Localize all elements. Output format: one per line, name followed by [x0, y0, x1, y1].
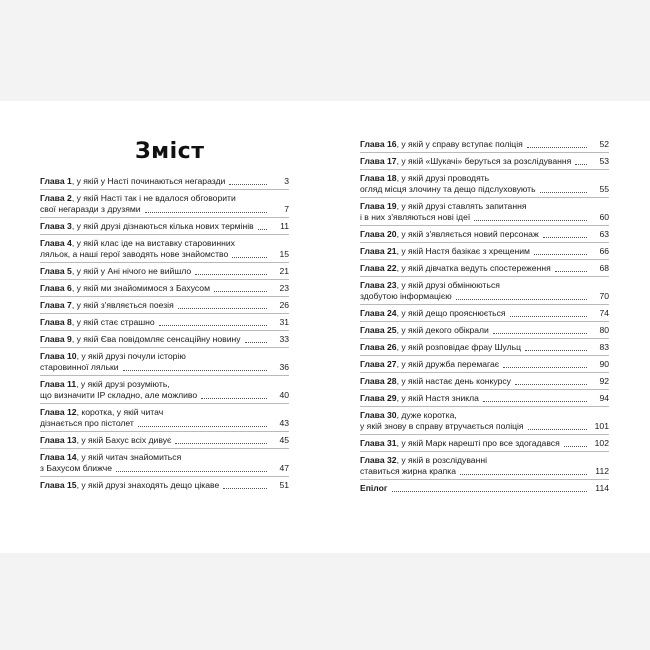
- chapter-description: , у якій з'являється поезія: [71, 300, 174, 310]
- chapter-description: , у якій Марк нарешті про все здогадався: [396, 438, 560, 448]
- divider: [40, 347, 289, 348]
- toc-entry-text: [360, 325, 589, 336]
- chapter-label: Глава 2: [40, 193, 72, 203]
- toc-entry-text: [360, 376, 589, 387]
- divider: [40, 262, 289, 263]
- toc-entry[interactable]: [360, 342, 609, 353]
- chapter-description: , у якій декого обікрали: [396, 325, 489, 335]
- chapter-description: , у якій стає страшно: [71, 317, 155, 327]
- chapter-description: , у якій дещо прояснюється: [396, 308, 506, 318]
- chapter-description: , у якій з'являється новий персонаж: [396, 229, 539, 239]
- dot-leader: [456, 298, 587, 300]
- toc-entry-text: [360, 263, 589, 274]
- chapter-label: Глава 18: [360, 173, 397, 183]
- toc-entry-text: [360, 393, 589, 404]
- toc-entry[interactable]: [40, 176, 289, 187]
- dot-leader: [232, 256, 267, 258]
- chapter-label: Глава 19: [360, 201, 397, 211]
- chapter-label: Епілог: [360, 483, 388, 493]
- chapter-description: , коротка, у якій читач дізнається про пістолет: [40, 407, 164, 428]
- page-number: 45: [279, 435, 289, 445]
- page-number: 68: [599, 263, 609, 273]
- dot-leader: [474, 219, 587, 221]
- toc-column-right: [360, 139, 609, 494]
- toc-entry[interactable]: [360, 156, 609, 167]
- divider: [360, 242, 609, 243]
- dot-leader: [525, 349, 587, 351]
- chapter-description: , у якій ми знайомимося з Бахусом: [71, 283, 210, 293]
- page-number: 33: [279, 334, 289, 344]
- divider: [360, 372, 609, 373]
- page-number: 51: [279, 480, 289, 490]
- toc-entry[interactable]: [360, 263, 609, 274]
- chapter-label: Глава 28: [360, 376, 397, 386]
- chapter-label: Глава 5: [40, 266, 72, 276]
- divider: [360, 169, 609, 170]
- toc-entry[interactable]: [40, 351, 289, 373]
- chapter-description: , у якій друзі знаходять дещо цікаве: [76, 480, 220, 490]
- page-number: 83: [599, 342, 609, 352]
- dot-leader: [555, 270, 587, 272]
- dot-leader: [527, 146, 587, 148]
- toc-entry[interactable]: [360, 280, 609, 302]
- dot-leader: [534, 253, 587, 255]
- page-number: 55: [599, 184, 609, 194]
- divider: [40, 448, 289, 449]
- toc-entry[interactable]: [40, 193, 289, 215]
- divider: [360, 479, 609, 480]
- chapter-description: , у якій клас іде на виставку старовинних ляльок, а наші герої заводять нове знайомство: [40, 238, 235, 259]
- toc-entry[interactable]: [360, 308, 609, 319]
- page-number: 53: [599, 156, 609, 166]
- chapter-description: , у якій друзі проводять огляд місця злочину та дещо підслуховують: [360, 173, 536, 194]
- chapter-label: Глава 21: [360, 246, 397, 256]
- toc-entry-text: [360, 139, 589, 150]
- dot-leader: [159, 324, 267, 326]
- chapter-label: Глава 17: [360, 156, 397, 166]
- chapter-label: Глава 29: [360, 393, 397, 403]
- chapter-label: Глава 3: [40, 221, 72, 231]
- chapter-description: , у якій друзі дізнаються кілька нових термінів: [71, 221, 254, 231]
- chapter-description: , у якій друзі почули історію старовинної ляльки: [40, 351, 186, 372]
- toc-entry[interactable]: [360, 173, 609, 195]
- dot-leader: [540, 191, 587, 193]
- toc-entry-text: [360, 359, 589, 370]
- page-number: 112: [595, 466, 609, 476]
- divider: [360, 321, 609, 322]
- toc-entry[interactable]: [360, 483, 609, 494]
- page-number: 94: [599, 393, 609, 403]
- chapter-label: Глава 16: [360, 139, 397, 149]
- toc-entry-text: [360, 156, 589, 167]
- chapter-label: Глава 10: [40, 351, 77, 361]
- chapter-description: , у якій друзі ставлять запитання і в них з'являються нові ідеї: [360, 201, 527, 222]
- toc-entry[interactable]: [360, 139, 609, 150]
- toc-entry-text: [360, 229, 589, 240]
- divider: [360, 451, 609, 452]
- divider: [360, 197, 609, 198]
- dot-leader: [229, 183, 267, 185]
- dot-leader: [258, 228, 267, 230]
- page-number: 102: [594, 438, 609, 448]
- divider: [40, 279, 289, 280]
- dot-leader: [223, 487, 267, 489]
- page-number: 114: [595, 483, 609, 493]
- toc-entry[interactable]: [40, 407, 289, 429]
- divider: [40, 234, 289, 235]
- divider: [40, 403, 289, 404]
- chapter-description: , у якій настає день конкурсу: [396, 376, 511, 386]
- divider: [360, 152, 609, 153]
- page-number: 52: [599, 139, 609, 149]
- dot-leader: [460, 473, 587, 475]
- chapter-description: , у якій друзі обмінюються здобутою інформацією: [360, 280, 500, 301]
- page-number: 36: [279, 362, 289, 372]
- toc-entry[interactable]: [40, 266, 289, 277]
- toc-entry-text: [360, 342, 589, 353]
- chapter-description: , у якій Бахус всіх дивує: [76, 435, 172, 445]
- toc-entry-text: [40, 300, 269, 311]
- divider: [360, 355, 609, 356]
- toc-entry[interactable]: [360, 393, 609, 404]
- divider: [40, 296, 289, 297]
- divider: [40, 313, 289, 314]
- chapter-label: Глава 4: [40, 238, 72, 248]
- chapter-description: , дуже коротка, у якій знову в справу втручається поліція: [360, 410, 524, 431]
- toc-entry[interactable]: [360, 455, 609, 477]
- chapter-label: Глава 6: [40, 283, 72, 293]
- chapter-description: , у якій розповідає фрау Шульц: [396, 342, 522, 352]
- chapter-description: , у якій Настя базікає з хрещеним: [396, 246, 530, 256]
- dot-leader: [178, 307, 267, 309]
- divider: [360, 304, 609, 305]
- divider: [40, 330, 289, 331]
- chapter-label: Глава 31: [360, 438, 397, 448]
- divider: [360, 434, 609, 435]
- chapter-label: Глава 23: [360, 280, 397, 290]
- toc-entry-text: [40, 283, 269, 294]
- page-number: 60: [599, 212, 609, 222]
- toc-entry[interactable]: [360, 325, 609, 336]
- page-number: 31: [279, 317, 289, 327]
- dot-leader: [245, 341, 267, 343]
- toc-entry[interactable]: [40, 480, 289, 491]
- chapter-description: , у якій в розслідуванні ставиться жирна крапка: [360, 455, 487, 476]
- toc-entry[interactable]: [40, 435, 289, 446]
- toc-entry[interactable]: [360, 246, 609, 257]
- page-number: 23: [279, 283, 289, 293]
- page-number: 3: [284, 176, 289, 186]
- toc-entry-text: [360, 483, 589, 494]
- divider: [40, 189, 289, 190]
- dot-leader: [123, 369, 267, 371]
- dot-leader: [515, 383, 587, 385]
- divider: [360, 389, 609, 390]
- toc-entry[interactable]: [360, 359, 609, 370]
- chapter-description: , у якій дружба перемагає: [396, 359, 500, 369]
- toc-entry-text: [360, 438, 589, 449]
- dot-leader: [138, 425, 267, 427]
- page-number: 47: [279, 463, 289, 473]
- toc-entry[interactable]: [40, 283, 289, 294]
- toc-entry[interactable]: [360, 201, 609, 223]
- page-number: 74: [599, 308, 609, 318]
- chapter-label: Глава 25: [360, 325, 397, 335]
- chapter-description: , у якій читач знайомиться з Бахусом ближче: [40, 452, 182, 473]
- chapter-description: , у якій дівчатка ведуть спостереження: [396, 263, 551, 273]
- dot-leader: [214, 290, 267, 292]
- chapter-description: , у якій Єва повідомляє сенсаційну новину: [71, 334, 241, 344]
- toc-entry[interactable]: [40, 452, 289, 474]
- chapter-label: Глава 1: [40, 176, 72, 186]
- toc-title: Зміст: [135, 139, 205, 164]
- page-number: 21: [279, 266, 289, 276]
- toc-entry-text: [360, 308, 589, 319]
- dot-leader: [145, 211, 267, 213]
- chapter-description: , у якій друзі розуміють, що визначити IP складно, але можливо: [40, 379, 198, 400]
- toc-entry-text: [40, 435, 269, 446]
- page-number: 7: [284, 204, 289, 214]
- page-number: 11: [280, 221, 289, 231]
- chapter-label: Глава 11: [40, 379, 77, 389]
- toc-entry[interactable]: [40, 379, 289, 401]
- divider: [40, 375, 289, 376]
- dot-leader: [483, 400, 587, 402]
- divider: [360, 259, 609, 260]
- chapter-description: , у якій у Ані нічого не вийшло: [71, 266, 192, 276]
- dot-leader: [543, 236, 587, 238]
- dot-leader: [528, 428, 587, 430]
- chapter-label: Глава 7: [40, 300, 72, 310]
- divider: [40, 431, 289, 432]
- dot-leader: [503, 366, 587, 368]
- dot-leader: [175, 442, 267, 444]
- divider: [360, 225, 609, 226]
- chapter-description: , у якій у Насті починаються негаразди: [71, 176, 226, 186]
- toc-entry-text: [40, 176, 269, 187]
- toc-entry[interactable]: [40, 221, 289, 232]
- divider: [360, 338, 609, 339]
- chapter-label: Глава 9: [40, 334, 72, 344]
- page-number: 90: [599, 359, 609, 369]
- toc-entry-text: [40, 480, 269, 491]
- toc-entry-text: [40, 317, 269, 328]
- toc-entry-text: [360, 246, 589, 257]
- chapter-label: Глава 24: [360, 308, 397, 318]
- chapter-label: Глава 13: [40, 435, 77, 445]
- dot-leader: [116, 470, 267, 472]
- dot-leader: [392, 490, 588, 492]
- chapter-label: Глава 32: [360, 455, 397, 465]
- toc-entry[interactable]: [360, 438, 609, 449]
- chapter-label: Глава 12: [40, 407, 77, 417]
- dot-leader: [575, 163, 587, 165]
- page-number: 63: [599, 229, 609, 239]
- toc-entry-text: [40, 221, 269, 232]
- divider: [360, 406, 609, 407]
- page-number: 40: [279, 390, 289, 400]
- divider: [40, 217, 289, 218]
- chapter-label: Глава 20: [360, 229, 397, 239]
- page-number: 101: [594, 421, 609, 431]
- dot-leader: [201, 397, 267, 399]
- toc-entry[interactable]: [40, 334, 289, 345]
- page-number: 26: [279, 300, 289, 310]
- page-number: 70: [599, 291, 609, 301]
- chapter-label: Глава 8: [40, 317, 72, 327]
- chapter-label: Глава 26: [360, 342, 397, 352]
- toc-entry[interactable]: [40, 300, 289, 311]
- dot-leader: [493, 332, 587, 334]
- toc-entry[interactable]: [360, 410, 609, 432]
- chapter-description: , у якій «Шукачі» беруться за розслідування: [396, 156, 572, 166]
- chapter-description: , у якій Настя зникла: [396, 393, 479, 403]
- chapter-label: Глава 14: [40, 452, 77, 462]
- page-number: 92: [599, 376, 609, 386]
- toc-entry-text: [40, 266, 269, 277]
- page-number: 43: [279, 418, 289, 428]
- toc-entry-text: [40, 334, 269, 345]
- dot-leader: [195, 273, 267, 275]
- chapter-description: , у якій Насті так і не вдалося обговорити свої негаразди з друзями: [40, 193, 236, 214]
- chapter-label: Глава 22: [360, 263, 397, 273]
- page-number: 80: [599, 325, 609, 335]
- toc-entry[interactable]: [360, 229, 609, 240]
- chapter-description: , у якій у справу вступає поліція: [396, 139, 523, 149]
- divider: [40, 476, 289, 477]
- chapter-label: Глава 27: [360, 359, 397, 369]
- page-number: 15: [279, 249, 289, 259]
- toc-entry[interactable]: [40, 238, 289, 260]
- page-number: 66: [599, 246, 609, 256]
- chapter-label: Глава 15: [40, 480, 77, 490]
- toc-column-left: [40, 176, 289, 491]
- toc-entry[interactable]: [360, 376, 609, 387]
- toc-entry[interactable]: [40, 317, 289, 328]
- divider: [360, 276, 609, 277]
- dot-leader: [564, 445, 587, 447]
- chapter-label: Глава 30: [360, 410, 397, 420]
- dot-leader: [510, 315, 587, 317]
